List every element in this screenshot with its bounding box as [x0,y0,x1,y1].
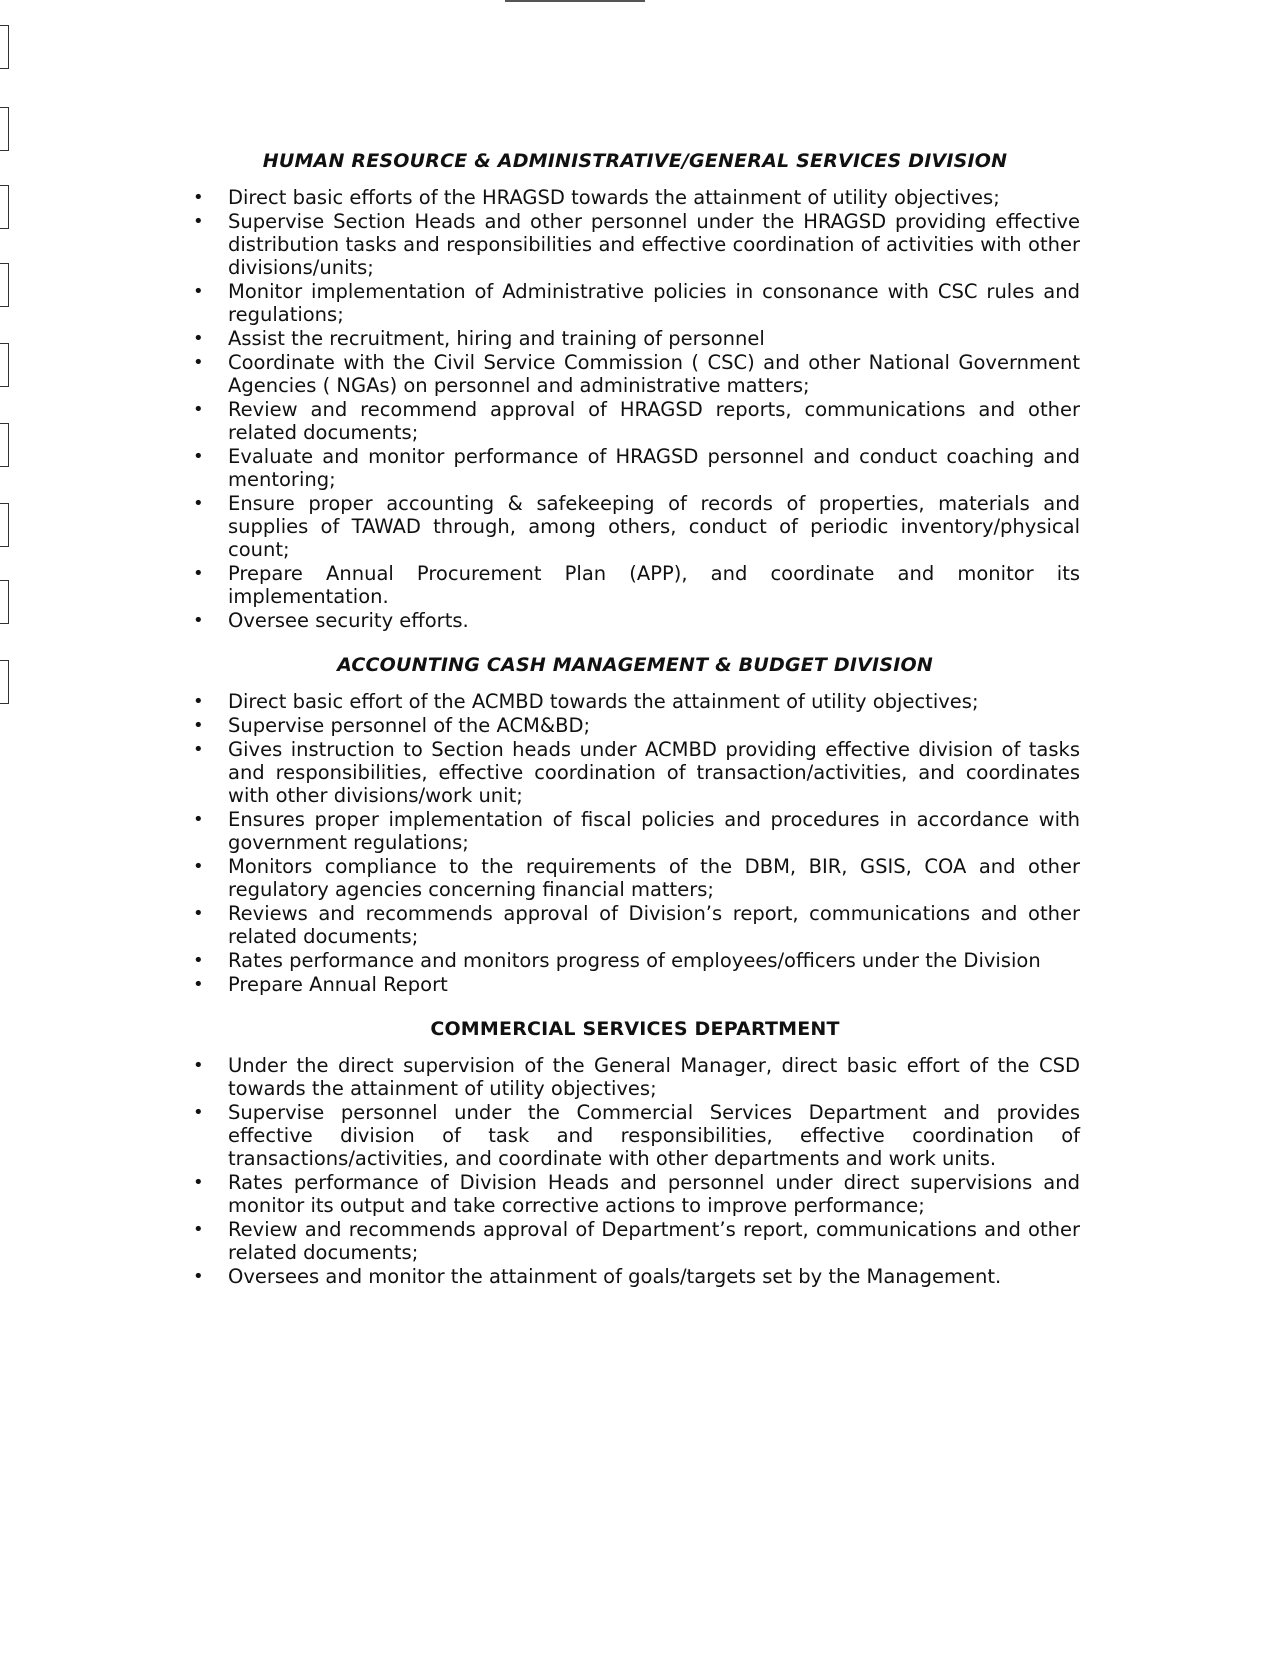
bullet-icon: • [193,399,204,420]
bullet-icon: • [193,281,204,302]
bullet-icon: • [193,187,204,208]
bullet-icon: • [193,1102,204,1123]
csd-section [190,1018,1080,1288]
bullet-icon: • [193,739,204,760]
binder-mark [0,503,9,547]
binder-mark [0,25,9,69]
list-item-text: Under the direct supervision of the General Manager, direct basic effort of the CSD towards the attainment of utility objectives; [228,1054,1080,1100]
binder-mark [0,580,9,624]
list-item-text: Review and recommend approval of HRAGSD reports, communications and other related documents; [228,398,1080,444]
list-item [190,738,1080,807]
list-item [190,1054,1080,1100]
acmbd-section [190,654,1080,996]
list-item-text: Ensure proper accounting & safekeeping of records of properties, materials and supplies of TAWAD through, among others, conduct of periodic inventory/physical count; [228,492,1080,561]
binder-mark [0,343,9,387]
list-item-text: Rates performance and monitors progress of employees/officers under the Division [228,949,1041,972]
binder-mark [0,423,9,467]
list-item [190,1218,1080,1264]
bullet-icon: • [193,563,204,584]
list-item [190,690,1080,713]
bullet-icon: • [193,610,204,631]
binder-mark [0,185,9,229]
bullet-icon: • [193,950,204,971]
list-item-text: Rates performance of Division Heads and personnel under direct supervisions and monitor its output and take corrective actions to improve performance; [228,1171,1080,1217]
binder-mark [0,107,9,151]
list-item [190,280,1080,326]
list-item [190,210,1080,279]
bullet-icon: • [193,211,204,232]
bullet-icon: • [193,352,204,373]
list-item-text: Ensures proper implementation of fiscal policies and procedures in accordance with government regulations; [228,808,1080,854]
list-item-text: Oversee security efforts. [228,609,469,632]
section-heading: HUMAN RESOURCE & ADMINISTRATIVE/GENERAL SERVICES DIVISION [262,150,1008,172]
section-heading: ACCOUNTING CASH MANAGEMENT & BUDGET DIVISION [337,654,933,676]
bullet-icon: • [193,1266,204,1287]
list-item [190,973,1080,996]
bullet-icon: • [193,1172,204,1193]
bullet-icon: • [193,446,204,467]
list-item [190,949,1080,972]
list-item-text: Reviews and recommends approval of Division’s report, communications and other related documents; [228,902,1080,948]
bullet-icon: • [193,809,204,830]
binder-mark [0,660,9,704]
list-item-text: Prepare Annual Report [228,973,448,996]
document-page [190,150,1080,1310]
bullet-icon: • [193,903,204,924]
hragsd-section [190,150,1080,632]
list-item [190,902,1080,948]
duty-list [190,690,1080,996]
bullet-icon: • [193,1055,204,1076]
list-item-text: Monitors compliance to the requirements of the DBM, BIR, GSIS, COA and other regulatory agencies concerning financial matters; [228,855,1080,901]
list-item [190,398,1080,444]
list-item-text: Assist the recruitment, hiring and training of personnel [228,327,765,350]
bullet-icon: • [193,493,204,514]
list-item-text: Evaluate and monitor performance of HRAGSD personnel and conduct coaching and mentoring; [228,445,1080,491]
list-item [190,609,1080,632]
binder-marks [0,25,12,765]
list-item-text: Review and recommends approval of Department’s report, communications and other related documents; [228,1218,1080,1264]
list-item [190,714,1080,737]
list-item [190,186,1080,209]
list-item-text: Direct basic efforts of the HRAGSD towards the attainment of utility objectives; [228,186,1000,209]
list-item-text: Monitor implementation of Administrative policies in consonance with CSC rules and regulations; [228,280,1080,326]
list-item [190,562,1080,608]
duty-list [190,186,1080,632]
list-item [190,327,1080,350]
bullet-icon: • [193,1219,204,1240]
bullet-icon: • [193,328,204,349]
list-item-text: Supervise Section Heads and other personnel under the HRAGSD providing effective distribution tasks and responsibilities and effective coordination of activities with other divisions/units; [228,210,1080,279]
section-heading: COMMERCIAL SERVICES DEPARTMENT [430,1018,840,1040]
bullet-icon: • [193,856,204,877]
list-item-text: Supervise personnel under the Commercial Services Department and provides effective division of task and responsibilities, effective coordination of transactions/activities, and coordinate with other departments and work units. [228,1101,1080,1170]
bullet-icon: • [193,691,204,712]
list-item [190,808,1080,854]
list-item-text: Supervise personnel of the ACM&BD; [228,714,591,737]
list-item-text: Gives instruction to Section heads under ACMBD providing effective division of tasks and responsibilities, effective coordination of transaction/activities, and coordinates with other divisions/work unit; [228,738,1080,807]
bullet-icon: • [193,715,204,736]
list-item [190,1171,1080,1217]
list-item-text: Coordinate with the Civil Service Commission ( CSC) and other National Government Agencies ( NGAs) on personnel and administrative matters; [228,351,1080,397]
list-item-text: Direct basic effort of the ACMBD towards the attainment of utility objectives; [228,690,979,713]
duty-list [190,1054,1080,1288]
list-item [190,855,1080,901]
list-item-text: Prepare Annual Procurement Plan (APP), and coordinate and monitor its implementation. [228,562,1080,608]
binder-mark [0,263,9,307]
list-item [190,492,1080,561]
list-item [190,1265,1080,1288]
list-item [190,1101,1080,1170]
scan-edge-line [505,0,645,2]
bullet-icon: • [193,974,204,995]
list-item [190,445,1080,491]
list-item-text: Oversees and monitor the attainment of goals/targets set by the Management. [228,1265,1002,1288]
list-item [190,351,1080,397]
